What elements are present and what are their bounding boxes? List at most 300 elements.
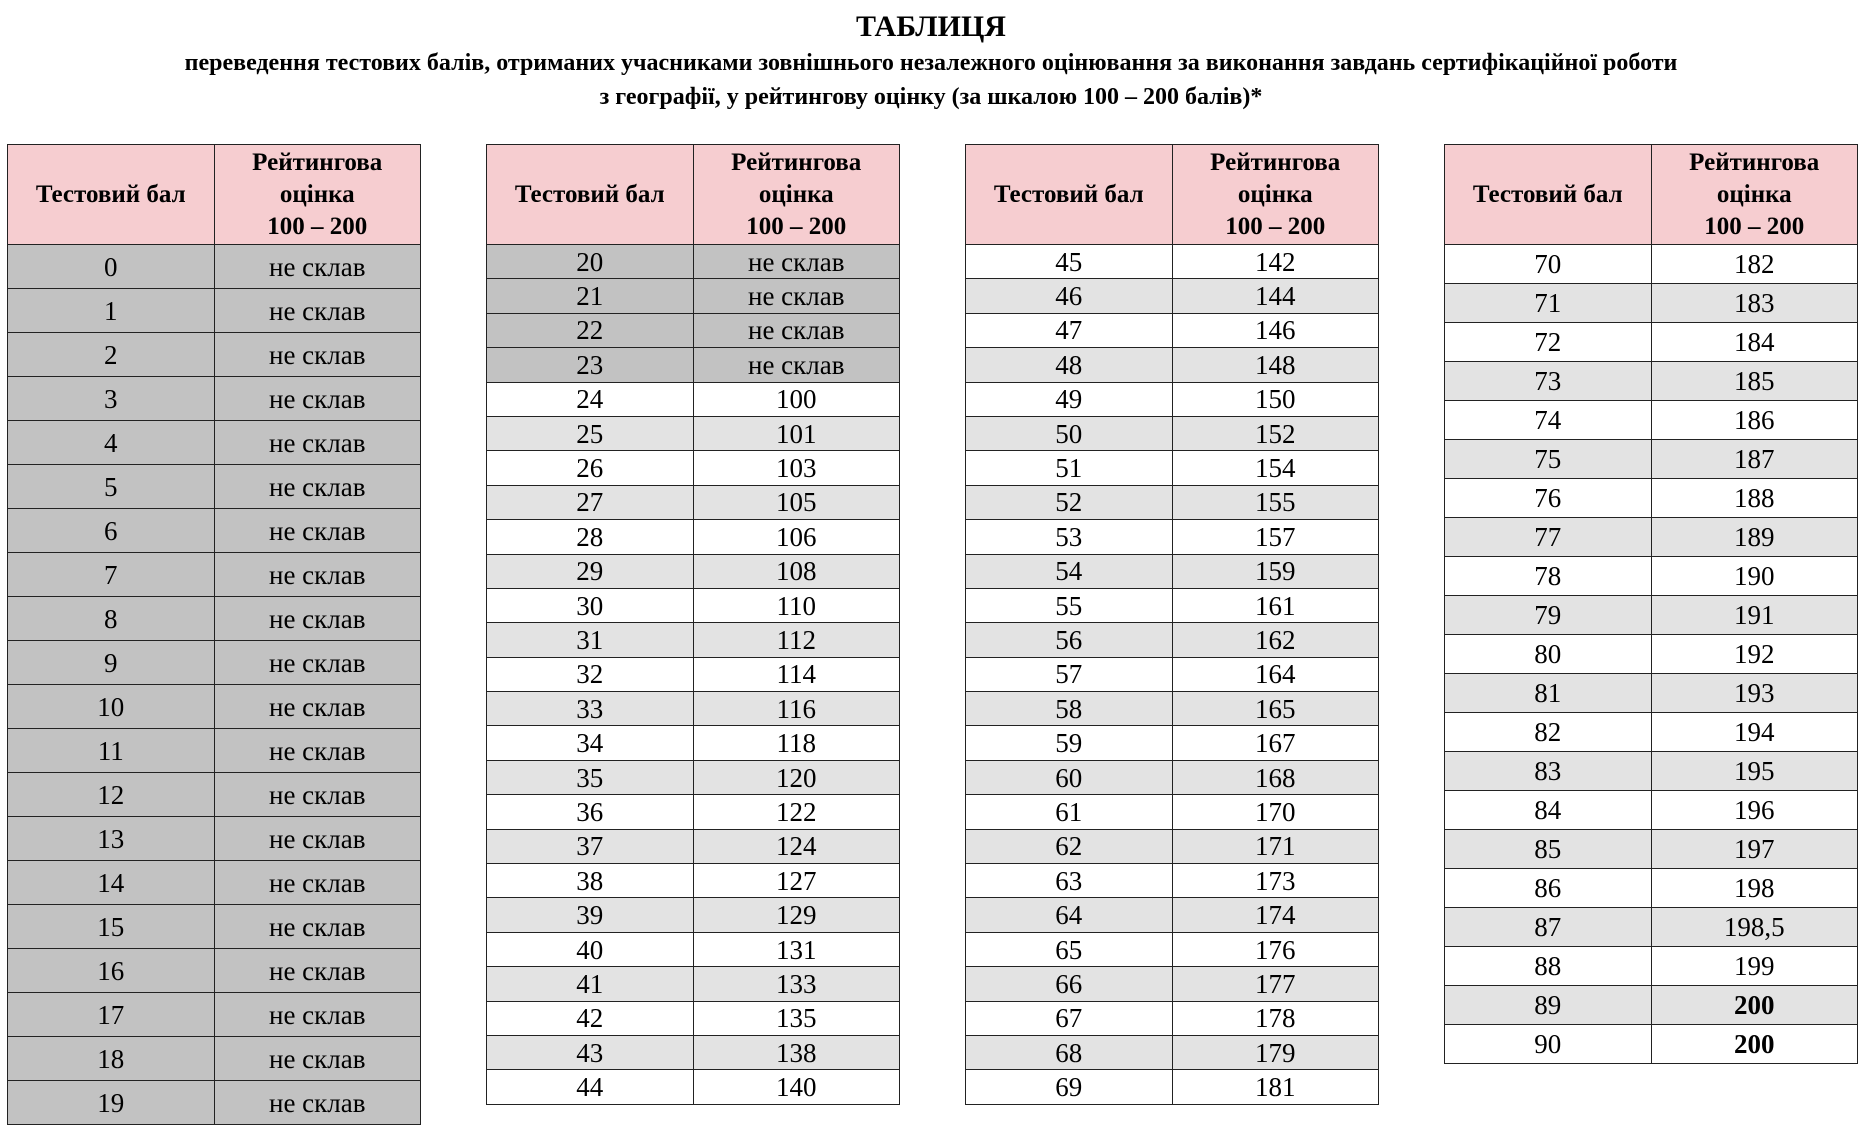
- rating-cell: 116: [693, 692, 900, 726]
- rating-cell: не склав: [214, 905, 421, 949]
- rating-cell: 162: [1172, 623, 1379, 657]
- test-score-cell: 50: [966, 416, 1173, 450]
- table-row: [966, 382, 1379, 416]
- test-score-cell: 21: [487, 279, 694, 313]
- header-rating-line-1: Рейтингова: [1210, 148, 1341, 176]
- table-row: [487, 554, 900, 588]
- test-score-cell: 75: [1445, 440, 1652, 479]
- table-row: [1445, 986, 1858, 1025]
- header-rating-line-1: Рейтингова: [252, 148, 383, 176]
- header-rating-line-3: 100 – 200: [267, 212, 368, 240]
- test-score-cell: 45: [966, 245, 1173, 279]
- table-row: [8, 553, 421, 597]
- test-score-cell: 43: [487, 1035, 694, 1069]
- header-rating: [693, 145, 900, 245]
- test-score-cell: 54: [966, 554, 1173, 588]
- rating-cell: 101: [693, 416, 900, 450]
- rating-cell: 200: [1651, 986, 1858, 1025]
- test-score-cell: 73: [1445, 362, 1652, 401]
- table-row: [1445, 869, 1858, 908]
- table-row: [487, 623, 900, 657]
- table-row: [1445, 401, 1858, 440]
- rating-cell: 184: [1651, 323, 1858, 362]
- rating-cell: не склав: [214, 729, 421, 773]
- table-row: [1445, 908, 1858, 947]
- rating-cell: 105: [693, 485, 900, 519]
- table-row: [1445, 830, 1858, 869]
- table-row: [966, 279, 1379, 313]
- test-score-cell: 86: [1445, 869, 1652, 908]
- subtitle-line-2: з географії, у рейтингову оцінку (за шкалою 100 – 200 балів)*: [599, 84, 1263, 110]
- rating-cell: 176: [1172, 932, 1379, 966]
- test-score-cell: 20: [487, 245, 694, 279]
- header-rating-line-3: 100 – 200: [1225, 212, 1326, 240]
- rating-cell: не склав: [214, 641, 421, 685]
- rating-cell: 171: [1172, 829, 1379, 863]
- rating-cell: 118: [693, 726, 900, 760]
- test-score-cell: 56: [966, 623, 1173, 657]
- rating-cell: 192: [1651, 635, 1858, 674]
- rating-cell: 131: [693, 932, 900, 966]
- table-row: [1445, 479, 1858, 518]
- rating-cell: 152: [1172, 416, 1379, 450]
- test-score-cell: 10: [8, 685, 215, 729]
- table-row: [1445, 518, 1858, 557]
- table-row: [966, 485, 1379, 519]
- rating-cell: 157: [1172, 520, 1379, 554]
- test-score-cell: 81: [1445, 674, 1652, 713]
- rating-cell: 195: [1651, 752, 1858, 791]
- test-score-cell: 9: [8, 641, 215, 685]
- test-score-cell: 22: [487, 313, 694, 347]
- rating-cell: 133: [693, 967, 900, 1001]
- rating-cell: не склав: [214, 333, 421, 377]
- table-row: [487, 932, 900, 966]
- test-score-cell: 49: [966, 382, 1173, 416]
- rating-cell: не склав: [214, 289, 421, 333]
- table-row: [8, 817, 421, 861]
- test-score-cell: 24: [487, 382, 694, 416]
- rating-cell: не склав: [214, 1037, 421, 1081]
- table-row: [1445, 674, 1858, 713]
- rating-cell: не склав: [214, 861, 421, 905]
- rating-cell: 127: [693, 864, 900, 898]
- table-row: [487, 864, 900, 898]
- rating-cell: не склав: [214, 509, 421, 553]
- test-score-cell: 35: [487, 760, 694, 794]
- rating-cell: 193: [1651, 674, 1858, 713]
- rating-cell: не склав: [214, 465, 421, 509]
- subtitle-line-1: переведення тестових балів, отриманих учасниками зовнішнього незалежного оцінювання за виконання завдань сертифікаційної роботи: [184, 50, 1678, 76]
- rating-cell: 197: [1651, 830, 1858, 869]
- table-row: [8, 641, 421, 685]
- test-score-cell: 7: [8, 553, 215, 597]
- table-row: [1445, 1025, 1858, 1064]
- test-score-cell: 37: [487, 829, 694, 863]
- rating-cell: 174: [1172, 898, 1379, 932]
- test-score-cell: 80: [1445, 635, 1652, 674]
- rating-cell: 181: [1172, 1070, 1379, 1104]
- table-row: [487, 1070, 900, 1104]
- rating-cell: 122: [693, 795, 900, 829]
- test-score-cell: 72: [1445, 323, 1652, 362]
- header-rating-line-2: оцінка: [758, 180, 834, 208]
- rating-cell: 144: [1172, 279, 1379, 313]
- rating-cell: 189: [1651, 518, 1858, 557]
- test-score-cell: 85: [1445, 830, 1652, 869]
- table-row: [966, 829, 1379, 863]
- table-row: [966, 864, 1379, 898]
- document-subtitle: [0, 46, 1862, 114]
- rating-cell: 150: [1172, 382, 1379, 416]
- test-score-cell: 62: [966, 829, 1173, 863]
- rating-cell: 194: [1651, 713, 1858, 752]
- rating-cell: 168: [1172, 760, 1379, 794]
- rating-cell: 187: [1651, 440, 1858, 479]
- table-row: [966, 245, 1379, 279]
- rating-cell: не склав: [214, 685, 421, 729]
- test-score-cell: 52: [966, 485, 1173, 519]
- rating-cell: 112: [693, 623, 900, 657]
- table-row: [487, 692, 900, 726]
- table-row: [966, 348, 1379, 382]
- test-score-cell: 67: [966, 1001, 1173, 1035]
- rating-cell: 110: [693, 588, 900, 622]
- test-score-cell: 89: [1445, 986, 1652, 1025]
- table-row: [8, 861, 421, 905]
- table-row: [8, 905, 421, 949]
- header-test-score: Тестовий бал: [8, 145, 215, 245]
- test-score-cell: 32: [487, 657, 694, 691]
- test-score-cell: 44: [487, 1070, 694, 1104]
- rating-cell: не склав: [214, 597, 421, 641]
- rating-cell: 148: [1172, 348, 1379, 382]
- table-row: [8, 949, 421, 993]
- rating-cell: 200: [1651, 1025, 1858, 1064]
- test-score-cell: 12: [8, 773, 215, 817]
- test-score-cell: 14: [8, 861, 215, 905]
- rating-cell: не склав: [214, 773, 421, 817]
- rating-cell: 138: [693, 1035, 900, 1069]
- rating-cell: не склав: [214, 245, 421, 289]
- test-score-cell: 70: [1445, 245, 1652, 284]
- test-score-cell: 65: [966, 932, 1173, 966]
- rating-cell: 186: [1651, 401, 1858, 440]
- table-row: [487, 416, 900, 450]
- rating-cell: 185: [1651, 362, 1858, 401]
- table-row: [487, 382, 900, 416]
- rating-cell: не склав: [214, 553, 421, 597]
- rating-cell: 135: [693, 1001, 900, 1035]
- rating-cell: 198,5: [1651, 908, 1858, 947]
- test-score-cell: 87: [1445, 908, 1652, 947]
- test-score-cell: 26: [487, 451, 694, 485]
- table-row: [8, 245, 421, 289]
- rating-cell: 142: [1172, 245, 1379, 279]
- rating-cell: 146: [1172, 313, 1379, 347]
- test-score-cell: 63: [966, 864, 1173, 898]
- header-test-score: Тестовий бал: [966, 145, 1173, 245]
- table-row: [1445, 791, 1858, 830]
- table-row: [1445, 713, 1858, 752]
- header-rating-line-2: оцінка: [279, 180, 355, 208]
- table-row: [8, 773, 421, 817]
- test-score-cell: 51: [966, 451, 1173, 485]
- table-row: [966, 554, 1379, 588]
- table-row: [487, 657, 900, 691]
- rating-cell: 161: [1172, 588, 1379, 622]
- table-row: [487, 485, 900, 519]
- rating-cell: 173: [1172, 864, 1379, 898]
- test-score-cell: 27: [487, 485, 694, 519]
- score-table-4: [1444, 144, 1858, 1064]
- test-score-cell: 1: [8, 289, 215, 333]
- table-row: [1445, 557, 1858, 596]
- rating-cell: 140: [693, 1070, 900, 1104]
- test-score-cell: 0: [8, 245, 215, 289]
- table-row: [487, 795, 900, 829]
- header-rating-line-3: 100 – 200: [1704, 212, 1805, 240]
- rating-cell: 114: [693, 657, 900, 691]
- test-score-cell: 61: [966, 795, 1173, 829]
- rating-cell: не склав: [693, 245, 900, 279]
- test-score-cell: 76: [1445, 479, 1652, 518]
- test-score-cell: 39: [487, 898, 694, 932]
- table-row: [8, 1037, 421, 1081]
- table-row: [966, 932, 1379, 966]
- document-title: ТАБЛИЦЯ: [856, 10, 1006, 43]
- test-score-cell: 53: [966, 520, 1173, 554]
- test-score-cell: 16: [8, 949, 215, 993]
- table-row: [966, 520, 1379, 554]
- rating-cell: 177: [1172, 967, 1379, 1001]
- table-row: [8, 465, 421, 509]
- table-row: [487, 451, 900, 485]
- test-score-cell: 60: [966, 760, 1173, 794]
- test-score-cell: 8: [8, 597, 215, 641]
- test-score-cell: 6: [8, 509, 215, 553]
- table-row: [8, 377, 421, 421]
- header-rating-line-3: 100 – 200: [746, 212, 847, 240]
- header-rating-line-2: оцінка: [1237, 180, 1313, 208]
- table-row: [487, 245, 900, 279]
- table-row: [487, 588, 900, 622]
- table-row: [1445, 245, 1858, 284]
- rating-cell: 103: [693, 451, 900, 485]
- score-table-2: [486, 144, 900, 1105]
- rating-cell: 164: [1172, 657, 1379, 691]
- rating-cell: 191: [1651, 596, 1858, 635]
- rating-cell: 154: [1172, 451, 1379, 485]
- table-row: [8, 1081, 421, 1125]
- test-score-cell: 71: [1445, 284, 1652, 323]
- rating-cell: не склав: [214, 377, 421, 421]
- header-rating-line-1: Рейтингова: [1689, 148, 1820, 176]
- table-row: [1445, 596, 1858, 635]
- table-row: [487, 520, 900, 554]
- test-score-cell: 31: [487, 623, 694, 657]
- table-row: [487, 279, 900, 313]
- table-row: [966, 657, 1379, 691]
- rating-cell: 188: [1651, 479, 1858, 518]
- test-score-cell: 30: [487, 588, 694, 622]
- test-score-cell: 58: [966, 692, 1173, 726]
- test-score-cell: 74: [1445, 401, 1652, 440]
- table-row: [487, 348, 900, 382]
- table-row: [966, 1035, 1379, 1069]
- table-row: [8, 509, 421, 553]
- test-score-cell: 41: [487, 967, 694, 1001]
- table-row: [966, 451, 1379, 485]
- test-score-cell: 82: [1445, 713, 1652, 752]
- rating-cell: 199: [1651, 947, 1858, 986]
- test-score-cell: 55: [966, 588, 1173, 622]
- test-score-cell: 25: [487, 416, 694, 450]
- test-score-cell: 69: [966, 1070, 1173, 1104]
- test-score-cell: 4: [8, 421, 215, 465]
- test-score-cell: 66: [966, 967, 1173, 1001]
- rating-cell: 167: [1172, 726, 1379, 760]
- rating-cell: 155: [1172, 485, 1379, 519]
- score-table-1: [7, 144, 421, 1125]
- table-row: [966, 898, 1379, 932]
- header-rating-line-2: оцінка: [1716, 180, 1792, 208]
- test-score-cell: 59: [966, 726, 1173, 760]
- table-row: [8, 289, 421, 333]
- table-row: [966, 726, 1379, 760]
- table-header-row: [966, 145, 1379, 245]
- table-row: [8, 333, 421, 377]
- table-row: [487, 1035, 900, 1069]
- test-score-cell: 48: [966, 348, 1173, 382]
- rating-cell: 178: [1172, 1001, 1379, 1035]
- header-rating: [214, 145, 421, 245]
- table-row: [1445, 635, 1858, 674]
- test-score-cell: 29: [487, 554, 694, 588]
- test-score-cell: 11: [8, 729, 215, 773]
- test-score-cell: 23: [487, 348, 694, 382]
- rating-cell: не склав: [693, 348, 900, 382]
- table-row: [1445, 362, 1858, 401]
- table-row: [966, 313, 1379, 347]
- table-row: [8, 421, 421, 465]
- rating-cell: 190: [1651, 557, 1858, 596]
- rating-cell: 159: [1172, 554, 1379, 588]
- table-row: [487, 726, 900, 760]
- test-score-cell: 40: [487, 932, 694, 966]
- table-row: [8, 685, 421, 729]
- rating-cell: 179: [1172, 1035, 1379, 1069]
- test-score-cell: 5: [8, 465, 215, 509]
- test-score-cell: 46: [966, 279, 1173, 313]
- rating-cell: 106: [693, 520, 900, 554]
- table-row: [487, 829, 900, 863]
- header-rating-line-1: Рейтингова: [731, 148, 862, 176]
- rating-cell: не склав: [214, 1081, 421, 1125]
- rating-cell: 124: [693, 829, 900, 863]
- rating-cell: не склав: [214, 421, 421, 465]
- test-score-cell: 84: [1445, 791, 1652, 830]
- rating-cell: 108: [693, 554, 900, 588]
- table-row: [966, 588, 1379, 622]
- test-score-cell: 38: [487, 864, 694, 898]
- test-score-cell: 47: [966, 313, 1173, 347]
- test-score-cell: 13: [8, 817, 215, 861]
- table-row: [966, 1070, 1379, 1104]
- test-score-cell: 78: [1445, 557, 1652, 596]
- header-test-score: Тестовий бал: [1445, 145, 1652, 245]
- test-score-cell: 34: [487, 726, 694, 760]
- rating-cell: 183: [1651, 284, 1858, 323]
- table-row: [8, 729, 421, 773]
- rating-cell: 198: [1651, 869, 1858, 908]
- table-row: [487, 760, 900, 794]
- table-row: [487, 967, 900, 1001]
- test-score-cell: 28: [487, 520, 694, 554]
- table-row: [966, 1001, 1379, 1035]
- rating-cell: 196: [1651, 791, 1858, 830]
- test-score-cell: 83: [1445, 752, 1652, 791]
- table-row: [966, 967, 1379, 1001]
- rating-cell: 182: [1651, 245, 1858, 284]
- rating-cell: 120: [693, 760, 900, 794]
- table-row: [966, 623, 1379, 657]
- rating-cell: 165: [1172, 692, 1379, 726]
- rating-cell: 129: [693, 898, 900, 932]
- test-score-cell: 2: [8, 333, 215, 377]
- table-row: [966, 795, 1379, 829]
- test-score-cell: 64: [966, 898, 1173, 932]
- test-score-cell: 3: [8, 377, 215, 421]
- test-score-cell: 36: [487, 795, 694, 829]
- test-score-cell: 19: [8, 1081, 215, 1125]
- test-score-cell: 33: [487, 692, 694, 726]
- test-score-cell: 42: [487, 1001, 694, 1035]
- table-row: [487, 313, 900, 347]
- table-row: [487, 898, 900, 932]
- test-score-cell: 88: [1445, 947, 1652, 986]
- rating-cell: не склав: [693, 313, 900, 347]
- table-row: [966, 416, 1379, 450]
- test-score-cell: 18: [8, 1037, 215, 1081]
- rating-cell: 100: [693, 382, 900, 416]
- table-row: [1445, 440, 1858, 479]
- rating-cell: не склав: [693, 279, 900, 313]
- table-row: [487, 1001, 900, 1035]
- table-row: [1445, 947, 1858, 986]
- table-row: [966, 692, 1379, 726]
- table-row: [8, 993, 421, 1037]
- table-row: [1445, 752, 1858, 791]
- rating-cell: не склав: [214, 817, 421, 861]
- score-table-3: [965, 144, 1379, 1105]
- test-score-cell: 57: [966, 657, 1173, 691]
- table-row: [8, 597, 421, 641]
- table-header-row: [1445, 145, 1858, 245]
- test-score-cell: 15: [8, 905, 215, 949]
- rating-cell: не склав: [214, 949, 421, 993]
- header-rating: [1651, 145, 1858, 245]
- table-row: [1445, 284, 1858, 323]
- table-row: [966, 760, 1379, 794]
- header-rating: [1172, 145, 1379, 245]
- test-score-cell: 90: [1445, 1025, 1652, 1064]
- table-header-row: [487, 145, 900, 245]
- table-header-row: [8, 145, 421, 245]
- header-test-score: Тестовий бал: [487, 145, 694, 245]
- test-score-cell: 68: [966, 1035, 1173, 1069]
- test-score-cell: 17: [8, 993, 215, 1037]
